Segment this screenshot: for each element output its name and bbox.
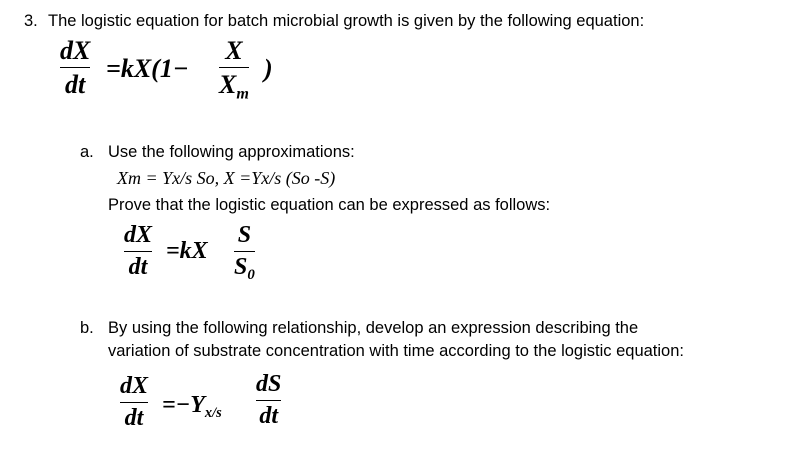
- part-b-instruction-line1: By using the following relationship, develop an expression describing the: [108, 319, 639, 337]
- fraction-bar: [219, 67, 249, 68]
- part-b-rhs-fraction: [256, 372, 281, 429]
- part-a-label: a.: [80, 143, 94, 161]
- main-rhs-suffix: ): [264, 54, 273, 83]
- main-lhs-denominator: dt: [65, 70, 86, 99]
- part-b-rhs-numerator: dS: [256, 371, 282, 397]
- main-inner-denominator: $X_m$: [219, 70, 249, 103]
- part-b-subscript: x/s: [204, 405, 222, 422]
- main-inner-fraction: [219, 37, 249, 108]
- part-a-approximations: Xm = Yx/s So, X =Yx/s (So -S): [117, 168, 336, 188]
- part-a-rhs-numerator: S: [237, 222, 252, 248]
- main-lhs-numerator: dX: [60, 36, 91, 65]
- part-a-instruction: Use the following approximations:: [108, 143, 355, 161]
- part-a-prove-text: Prove that the logistic equation can be expressed as follows:: [108, 196, 551, 214]
- part-a-rhs-denominator: $S_0$: [234, 254, 255, 284]
- problem-number: 3.: [24, 12, 38, 30]
- part-b-instruction-line2: variation of substrate concentration with time according to the logistic equation:: [108, 342, 684, 360]
- problem-statement: The logistic equation for batch microbial growth is given by the following equation:: [48, 12, 645, 30]
- fraction-bar: [120, 402, 148, 403]
- main-rhs-prefix: =kX(1−: [106, 54, 189, 83]
- part-b-rhs-prefix: $=-Y_{x/s}$: [162, 392, 222, 422]
- part-b-lhs-numerator: dX: [120, 373, 149, 399]
- part-a-lhs-numerator: dX: [124, 222, 153, 248]
- fraction-bar: [124, 251, 152, 252]
- fraction-bar: [256, 400, 281, 401]
- fraction-bar: [60, 67, 90, 68]
- part-a-lhs-fraction: [124, 223, 152, 280]
- part-b-lhs-denominator: dt: [124, 405, 144, 431]
- main-inner-numerator: X: [225, 36, 243, 65]
- part-b-label: b.: [80, 319, 94, 337]
- part-b-rhs-denominator: dt: [259, 403, 279, 429]
- fraction-bar: [234, 251, 255, 252]
- part-a-rhs-prefix: =kX: [166, 238, 208, 264]
- part-a-rhs-fraction: [234, 223, 255, 288]
- main-lhs-fraction: [60, 37, 90, 98]
- part-b-lhs-fraction: [120, 374, 148, 431]
- part-a-lhs-denominator: dt: [128, 254, 148, 280]
